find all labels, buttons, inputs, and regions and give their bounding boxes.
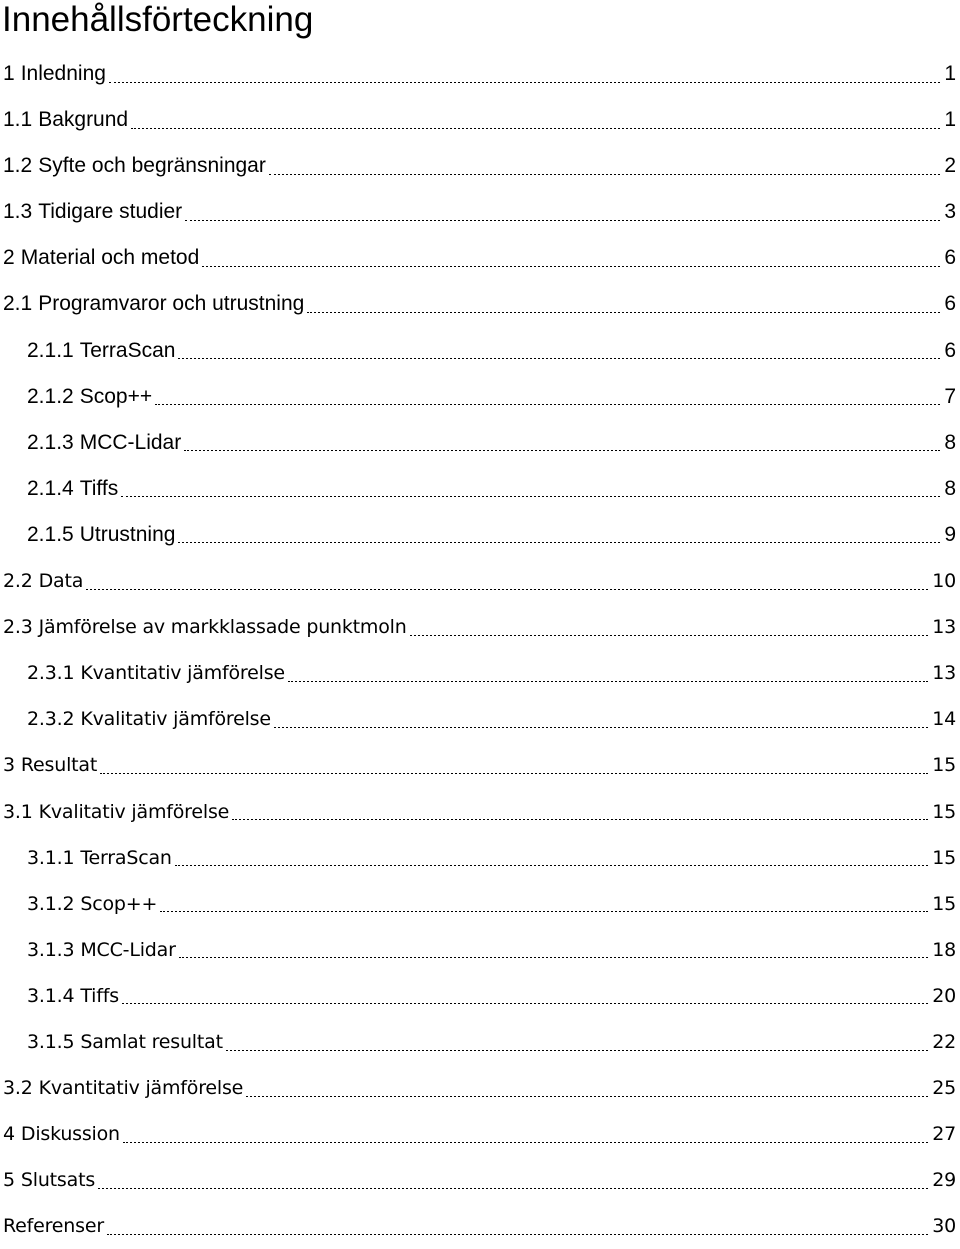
toc-entry-page-number: 10 [932, 570, 956, 593]
toc-entry-page-number: 6 [944, 246, 956, 270]
toc-dot-leader [123, 1142, 928, 1143]
toc-entry[interactable] [0, 189, 960, 235]
toc-entry-number: 2.1 [3, 292, 33, 316]
toc-dot-leader [307, 312, 940, 313]
toc-entry-label: MCC-Lidar [80, 938, 176, 961]
toc-entry[interactable] [0, 143, 960, 189]
toc-entry[interactable] [0, 512, 960, 558]
toc-entry-label: MCC-Lidar [79, 430, 182, 454]
toc-entry-label: Kvalitativ jämförelse [80, 708, 271, 731]
toc-entry-label: Inledning [20, 62, 106, 85]
toc-dot-leader [226, 1050, 928, 1051]
toc-entry-number: 3.1.1 [27, 846, 75, 869]
toc-entry-page-number: 22 [932, 1030, 956, 1053]
toc-dot-leader [100, 773, 928, 774]
toc-entry-page-number: 8 [944, 476, 956, 500]
toc-entry[interactable] [0, 973, 960, 1019]
toc-entry-page-number: 15 [932, 800, 956, 823]
toc-entry-number: 3.1.3 [27, 938, 75, 961]
toc-dot-leader [202, 266, 940, 267]
toc-entry-number: 2.3.1 [27, 662, 75, 685]
toc-entry-number: 2.1.1 [27, 338, 74, 362]
toc-entry-page-number: 15 [932, 892, 956, 915]
toc-entry[interactable] [0, 604, 960, 650]
toc-entry-label: Tiffs [79, 476, 119, 500]
toc-dot-leader [175, 865, 928, 866]
toc-entry-page-number: 6 [944, 338, 956, 362]
toc-entry[interactable] [0, 328, 960, 374]
toc-dot-leader [246, 1096, 928, 1097]
toc-entry-number: 3.1 [3, 800, 33, 823]
toc-entry-number: 1.3 [3, 200, 33, 224]
toc-entry-page-number: 7 [944, 384, 956, 408]
toc-entry-page-number: 30 [932, 1215, 956, 1238]
toc-entry-number: 1.1 [3, 108, 33, 132]
toc-dot-leader [160, 911, 928, 912]
toc-entry[interactable] [0, 420, 960, 466]
toc-dot-leader [122, 1003, 928, 1004]
toc-entry[interactable] [0, 51, 960, 97]
toc-entry-label: Kvantitativ jämförelse [80, 662, 285, 685]
toc-entry-label: TerraScan [79, 338, 176, 362]
toc-entry-page-number: 20 [932, 984, 956, 1007]
toc-entry-page-number: 14 [932, 708, 956, 731]
toc-entry-label: Slutsats [20, 1169, 96, 1192]
toc-entry-page-number: 13 [932, 616, 956, 639]
toc-entry-label: Resultat [20, 754, 98, 777]
toc-entry[interactable] [0, 650, 960, 696]
toc-dot-leader [109, 82, 940, 83]
toc-entry-number: 2.2 [3, 570, 33, 593]
toc-entry-number: 2 [3, 246, 15, 270]
toc-entry[interactable] [0, 1019, 960, 1065]
toc-dot-leader [232, 819, 928, 820]
toc-entry-page-number: 9 [944, 522, 956, 546]
toc-entry[interactable] [0, 1203, 960, 1249]
toc-dot-leader [86, 589, 928, 590]
toc-entry-number: 5 [3, 1169, 15, 1192]
toc-heading: Innehållsförteckning [2, 0, 314, 39]
toc-entry-number: 1 [3, 62, 15, 85]
toc-entry-number: 2.1.2 [27, 384, 74, 408]
toc-entry-page-number: 18 [932, 938, 956, 961]
toc-entry-page-number: 25 [932, 1077, 956, 1100]
toc-entry-number: 2.3.2 [27, 708, 75, 731]
toc-list [0, 51, 960, 1249]
toc-entry-label: Scop++ [80, 892, 158, 915]
toc-entry-number: 1.2 [3, 154, 33, 178]
toc-dot-leader [269, 174, 940, 175]
toc-entry[interactable] [0, 835, 960, 881]
toc-entry-page-number: 29 [932, 1169, 956, 1192]
toc-entry-number: 4 [3, 1123, 15, 1146]
toc-entry[interactable] [0, 742, 960, 788]
toc-entry-page-number: 15 [932, 754, 956, 777]
toc-dot-leader [184, 450, 940, 451]
toc-entry-number: 3.2 [3, 1077, 33, 1100]
toc-entry-page-number: 27 [932, 1123, 956, 1146]
toc-entry[interactable] [0, 558, 960, 604]
toc-entry-number: 2.3 [3, 616, 33, 639]
toc-dot-leader [107, 1234, 928, 1235]
toc-entry-page-number: 1 [944, 108, 956, 132]
toc-entry-number: 3.1.4 [27, 984, 75, 1007]
toc-entry[interactable] [0, 789, 960, 835]
toc-entry-label: Diskussion [20, 1123, 120, 1146]
toc-entry[interactable] [0, 374, 960, 420]
toc-entry-label: Tiffs [80, 984, 119, 1007]
toc-entry[interactable] [0, 927, 960, 973]
toc-entry-number: 2.1.5 [27, 522, 74, 546]
toc-entry-page-number: 1 [944, 62, 956, 85]
toc-dot-leader [410, 635, 929, 636]
toc-entry-number: 2.1.4 [27, 476, 74, 500]
toc-entry-label: Syfte och begränsningar [38, 154, 266, 178]
toc-entry-number: 3.1.5 [27, 1030, 75, 1053]
toc-entry-label: Utrustning [79, 522, 176, 546]
toc-entry-page-number: 6 [944, 292, 956, 316]
toc-entry-label: Data [38, 570, 84, 593]
toc-dot-leader [178, 542, 940, 543]
toc-entry[interactable] [0, 696, 960, 742]
toc-entry-number: 3 [3, 754, 15, 777]
toc-entry[interactable] [0, 466, 960, 512]
toc-entry-page-number: 13 [932, 662, 956, 685]
toc-entry-label: Programvaror och utrustning [38, 292, 305, 316]
toc-dot-leader [274, 727, 928, 728]
toc-entry[interactable] [0, 235, 960, 281]
toc-dot-leader [155, 404, 940, 405]
toc-entry-number: 2.1.3 [27, 430, 74, 454]
toc-entry-label: Jämförelse av markklassade punktmoln [38, 616, 407, 639]
toc-entry[interactable] [0, 97, 960, 143]
toc-dot-leader [121, 496, 940, 497]
toc-entry-page-number: 3 [944, 200, 956, 224]
toc-entry[interactable] [0, 1157, 960, 1203]
toc-entry-label: Referenser [3, 1215, 104, 1238]
toc-entry-label: Kvantitativ jämförelse [38, 1077, 244, 1100]
toc-entry[interactable] [0, 881, 960, 927]
toc-dot-leader [179, 957, 928, 958]
toc-entry[interactable] [0, 281, 960, 327]
toc-entry-label: Bakgrund [38, 108, 129, 132]
toc-dot-leader [178, 358, 940, 359]
toc-dot-leader [98, 1188, 928, 1189]
toc-entry-number: 3.1.2 [27, 892, 75, 915]
toc-entry-label: TerraScan [80, 846, 172, 869]
toc-entry-label: Material och metod [20, 246, 200, 270]
toc-dot-leader [131, 128, 940, 129]
toc-entry-label: Tidigare studier [38, 200, 183, 224]
toc-entry[interactable] [0, 1065, 960, 1111]
toc-entry-page-number: 8 [944, 430, 956, 454]
toc-entry-label: Scop++ [79, 384, 153, 408]
toc-dot-leader [288, 681, 928, 682]
toc-entry-page-number: 15 [932, 846, 956, 869]
toc-entry-page-number: 2 [944, 154, 956, 178]
toc-dot-leader [185, 220, 940, 221]
toc-entry[interactable] [0, 1111, 960, 1157]
toc-entry-label: Samlat resultat [80, 1030, 223, 1053]
toc-entry-label: Kvalitativ jämförelse [38, 800, 230, 823]
